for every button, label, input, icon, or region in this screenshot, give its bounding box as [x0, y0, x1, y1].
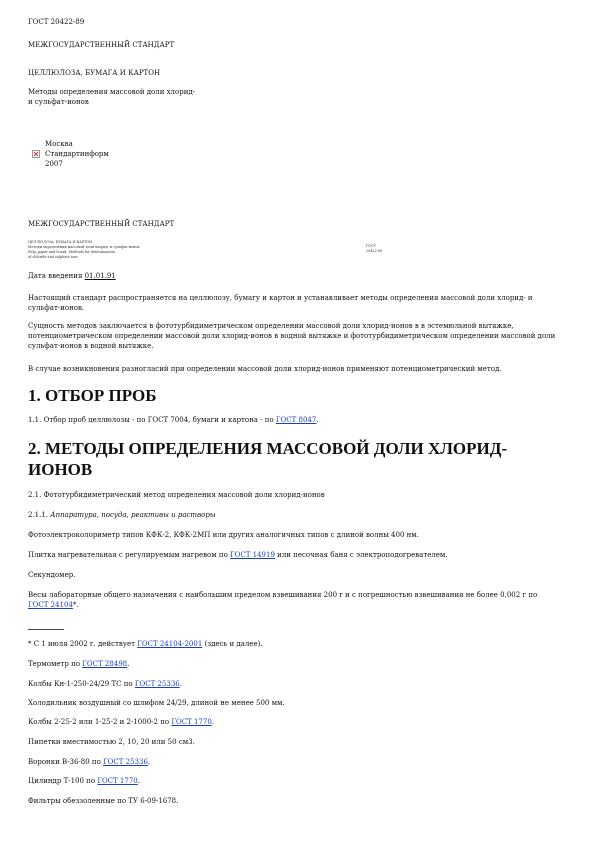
intro-paragraph: Настоящий стандарт распространяется на целлюлозу, бумагу и картон и устанавливает методы определения массовой доли хлорид- и сульфат-ионов.: [28, 294, 533, 312]
list-item: Термометр по ГОСТ 28498.: [28, 660, 130, 668]
date-value: 01.01.91: [84, 272, 116, 280]
footnote-divider: [28, 629, 64, 630]
list-item: Плитка нагревательная с регулируемым нагревом по ГОСТ 14919 или песочная баня с электроподогревателем.: [28, 551, 448, 559]
gost-code-1: ГОСТ: [366, 244, 376, 248]
doc-code: ГОСТ 20422-89: [28, 18, 85, 26]
title-line-1: Методы определения массовой доли хлорид-: [28, 88, 196, 96]
footnote: * С 1 июля 2002 г. действует ГОСТ 24104-2001 (здесь и далее).: [28, 640, 263, 648]
list-item: Секундомер.: [28, 571, 76, 579]
list-item: Фотоэлектроколориметр типов КФК-2, КФК-2МП или других аналогичных типов с длиной волны 400 нм.: [28, 531, 419, 539]
subject: ЦЕЛЛЮЛОЗА, БУМАГА И КАРТОН: [28, 69, 161, 77]
method-essence-paragraph: Сущность методов заключается в фототурбидиметрическом определении массовой доли хлорид-ионов в в эстемюльной вытяжке, потенциометрическом определении массовой доли хлорид-ионов в водной вытяжке и фототурбидиметрическом определении массовой доли сульфат-ионов в водной вытяжке.: [28, 322, 556, 350]
small-line: Pulp, paper and board. Methods for determination: [28, 250, 115, 254]
dispute-paragraph: В случае возникновения разногласий при определении массовой доли хлорид-ионов применяют потенциометрический метод.: [28, 365, 502, 373]
list-item: Воронки В-36-80 по ГОСТ 25336.: [28, 758, 151, 766]
gost-1770-link[interactable]: ГОСТ 1770: [97, 777, 138, 785]
subsection-2-1: 2.1. Фототурбидиметрический метод определения массовой доли хлорид-ионов: [28, 491, 325, 499]
broken-image-icon: [32, 150, 40, 158]
gost-14919-link[interactable]: ГОСТ 14919: [230, 551, 275, 559]
small-line: of chloride and sulphate ions: [28, 255, 78, 259]
list-item: Холодильник воздушный со шлифом 24/29, длиной не менее 500 мм.: [28, 699, 285, 707]
section-1-text: 1.1. Отбор проб целлюлозы - по ГОСТ 7004, бумаги и картона - по ГОСТ 8047.: [28, 416, 319, 424]
section-1-heading: 1. ОТБОР ПРОБ: [28, 386, 157, 405]
standard-type: МЕЖГОСУДАРСТВЕННЫЙ СТАНДАРТ: [28, 41, 175, 49]
gost-25336-link[interactable]: ГОСТ 25336: [134, 680, 180, 688]
section-2-heading: 2. МЕТОДЫ ОПРЕДЕЛЕНИЯ МАССОВОЙ ДОЛИ ХЛОРИД-ИОНОВ: [28, 439, 508, 479]
gost-24104-2001-link[interactable]: ГОСТ 24104-2001: [137, 640, 203, 648]
list-item: Колбы Кн-1-250-24/29 ТС по ГОСТ 25336.: [28, 680, 182, 688]
gost-8047-link[interactable]: ГОСТ 8047: [275, 416, 317, 424]
gost-24104-link[interactable]: ГОСТ 24104: [28, 601, 73, 609]
list-item: Пипетки вместимостью 2, 10, 20 или 50 см3.: [28, 738, 195, 746]
standard-type-2: МЕЖГОСУДАРСТВЕННЫЙ СТАНДАРТ: [28, 220, 175, 228]
year: 2007: [45, 160, 63, 168]
publisher: Стандартинформ: [45, 150, 109, 158]
list-item: Весы лабораторные общего назначения с наибольшим пределом взвешивания 200 г и с погрешностью взвешивания не более 0,002 г по ГОСТ 24104*.: [28, 591, 538, 609]
list-item: Колбы 2-25-2 или 1-25-2 и 2-1000-2 по ГОСТ 1770.: [28, 718, 215, 726]
list-item: Фильтры обеззоленные по ТУ 6-09-1678.: [28, 797, 179, 805]
gost-code-2: 20422-89: [366, 249, 383, 253]
list-item: Цилиндр Т-100 по ГОСТ 1770.: [28, 777, 140, 785]
city: Москва: [45, 140, 73, 148]
introduction-date: [28, 272, 116, 281]
small-line: ЦЕЛЛЮЛОЗА, БУМАГА И КАРТОН: [28, 240, 92, 244]
gost-1770-link[interactable]: ГОСТ 1770: [171, 718, 212, 726]
gost-28498-link[interactable]: ГОСТ 28498: [82, 660, 128, 668]
date-label: Дата введения: [28, 272, 83, 280]
title-line-2: и сульфат-ионов: [28, 98, 89, 106]
small-line: Методы определения массовой доли хлорид- и сульфат-ионов: [28, 245, 140, 249]
subsection-2-1-1: 2.1.1. Аппаратура, посуда, реактивы и растворы: [28, 511, 216, 519]
subsection-title: Аппаратура, посуда, реактивы и растворы: [50, 511, 216, 519]
gost-25336-link[interactable]: ГОСТ 25336: [103, 758, 148, 766]
